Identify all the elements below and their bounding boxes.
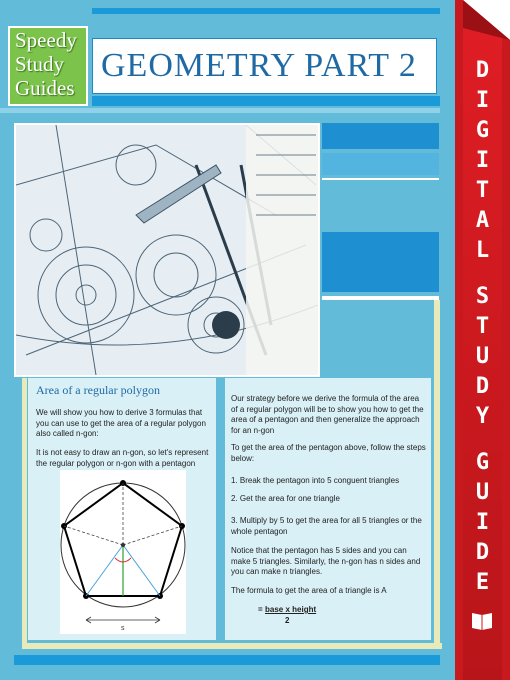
- spine-letter: D: [475, 374, 490, 399]
- side-length-label: s: [121, 625, 125, 632]
- left-paragraph-1: We will show you how to derive 3 formulas that you can use to get the area of a regular polygon also called n-gon:: [36, 408, 206, 438]
- top-stripe: [92, 8, 440, 14]
- spine-letter: U: [475, 344, 490, 369]
- side-bar-2: [322, 153, 439, 175]
- yellow-strip-bottom: [22, 643, 442, 649]
- section-heading: Area of a regular polygon: [36, 383, 160, 397]
- spine-letter: I: [475, 88, 490, 113]
- page-fold-corner: [455, 0, 510, 40]
- spine-letter: D: [475, 58, 490, 83]
- speedy-study-guides-logo: [8, 26, 88, 106]
- spine-letter: T: [475, 178, 490, 203]
- right-paragraph-2: To get the area of the pentagon above, follow the steps below:: [231, 443, 426, 463]
- side-bar-5: [322, 296, 439, 300]
- digital-study-guide-spine: [455, 0, 510, 680]
- spine-letter: G: [475, 450, 490, 475]
- bottom-stripe: [14, 655, 440, 665]
- spine-letter: Y: [475, 404, 490, 429]
- right-paragraph-4: The formula to get the area of a triangle is A: [231, 586, 387, 595]
- title-box: [92, 38, 437, 94]
- right-paragraph-1: Our strategy before we derive the formula of the area of a regular polygon will be to show you how to get the area of a pentagon and then generalize the approach for an n-gon: [231, 394, 424, 435]
- side-bar-1: [322, 123, 439, 149]
- spine-letter: I: [475, 148, 490, 173]
- logo-line-1: Speedy: [15, 28, 77, 52]
- logo-line-2: Study: [15, 52, 65, 76]
- spine-letter: G: [475, 118, 490, 143]
- pentagon-diagram: [60, 470, 186, 634]
- formula-equals: =: [258, 605, 263, 614]
- side-bar-3: [322, 178, 439, 180]
- title-underline-stripe: [92, 96, 440, 106]
- spine-letter: E: [475, 570, 490, 595]
- left-paragraph-2: It is not easy to draw an n-gon, so let's represent the regular polygon or n-gon with a pentagon: [36, 448, 209, 468]
- spine-letter: D: [475, 540, 490, 565]
- spine-letter: L: [475, 238, 490, 263]
- book-icon: [469, 610, 495, 632]
- step-1: 1. Break the pentagon into 5 conguent triangles: [231, 476, 400, 485]
- yellow-strip-right: [434, 300, 440, 649]
- spine-letter: I: [475, 510, 490, 535]
- spine-letter: A: [475, 208, 490, 233]
- spine-letter: U: [475, 480, 490, 505]
- spine-letter: S: [475, 284, 490, 309]
- formula-numerator: base x height: [265, 605, 317, 614]
- logo-line-3: Guides: [15, 76, 75, 100]
- side-bar-4: [322, 232, 439, 292]
- title-lower-stripe: [0, 108, 440, 113]
- drawing-illustration: [16, 125, 318, 375]
- book-title: GEOMETRY PART 2: [101, 47, 417, 84]
- pentagon-figure: [60, 470, 186, 634]
- yellow-strip-left: [22, 378, 27, 648]
- right-paragraph-3: Notice that the pentagon has 5 sides and you can make 5 triangles. Similarly, the n-gon has n sides and you can make n triangles.: [231, 546, 421, 576]
- step-3: 3. Multiply by 5 to get the area for all 5 triangles or the whole pentagon: [231, 516, 422, 536]
- formula-denominator: 2: [285, 616, 290, 625]
- spine-letter: T: [475, 314, 490, 339]
- step-2: 2. Get the area for one triangle: [231, 494, 340, 503]
- technical-drawing-photo: [14, 123, 320, 377]
